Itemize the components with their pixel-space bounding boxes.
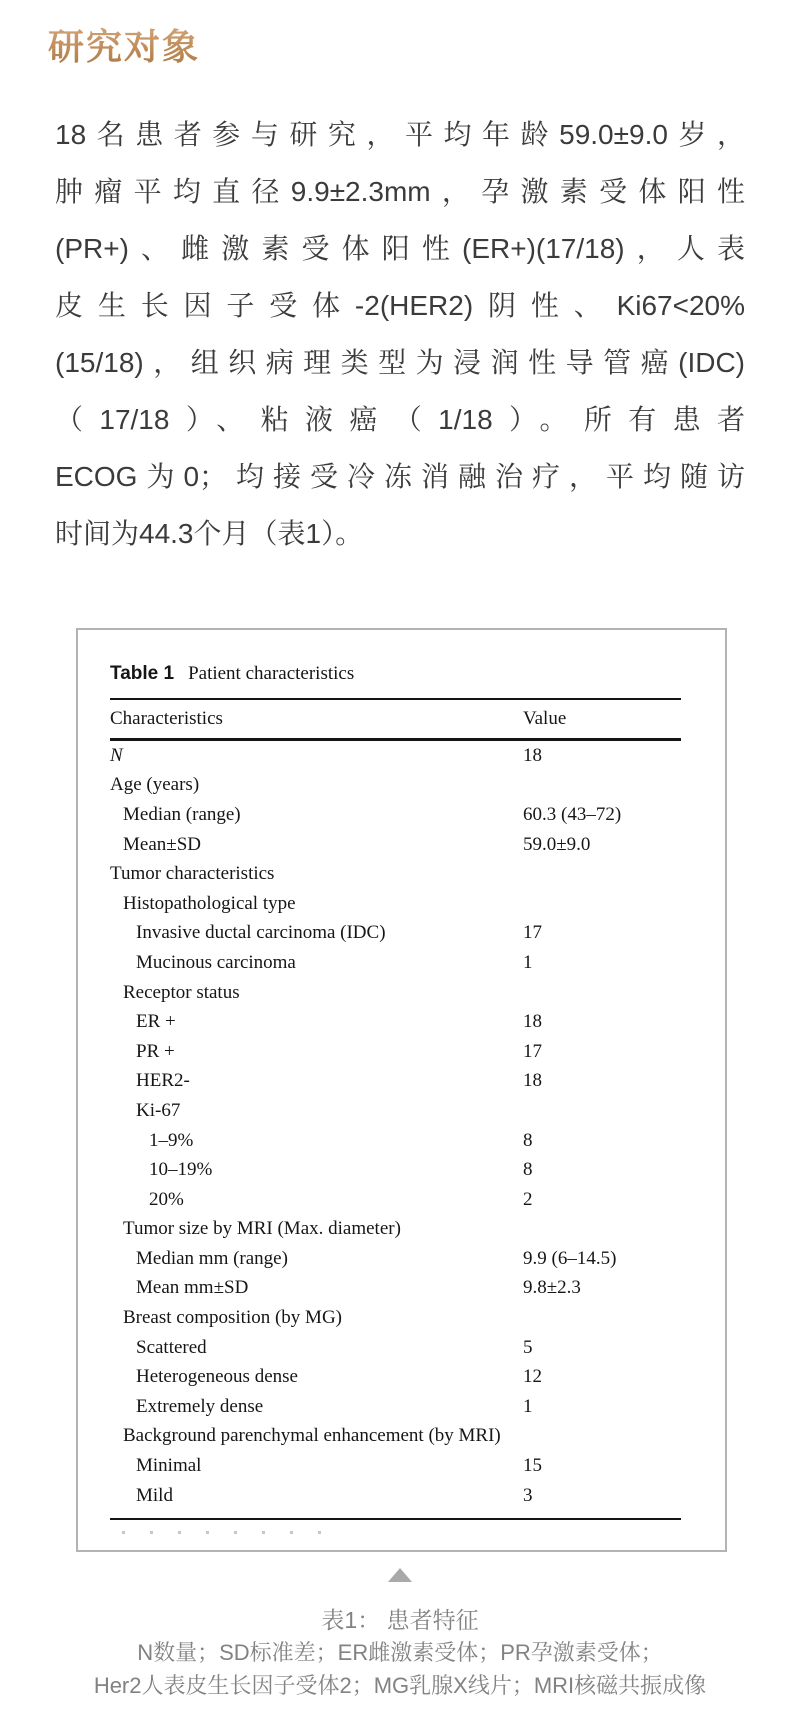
table-row bbox=[110, 1126, 681, 1156]
table-row bbox=[110, 1007, 681, 1037]
row-label: Mucinous carcinoma bbox=[136, 951, 296, 973]
row-value: 1 bbox=[523, 951, 533, 973]
row-value: 12 bbox=[523, 1366, 542, 1388]
paragraph-line: ECOG为0；均接受冷冻消融治疗，平均随访 bbox=[55, 461, 745, 492]
caption-title: 表1： 患者特征 bbox=[321, 1607, 479, 1634]
table-row bbox=[110, 1481, 681, 1511]
table-row bbox=[110, 919, 681, 949]
table-row bbox=[110, 1392, 681, 1422]
table-title-label: Table 1 bbox=[110, 663, 175, 684]
row-label: Minimal bbox=[136, 1455, 202, 1477]
row-value: 1 bbox=[523, 1395, 533, 1417]
row-label: Ki-67 bbox=[136, 1099, 181, 1121]
row-label: Age (years) bbox=[110, 774, 200, 796]
table-header-row bbox=[110, 700, 681, 738]
table-row bbox=[110, 948, 681, 978]
paragraph-line: 皮生长因子受体-2(HER2)阴性、Ki67<20% bbox=[55, 290, 745, 321]
table-row bbox=[110, 1303, 681, 1333]
table-row bbox=[110, 741, 681, 771]
paragraph-line: （17/18）、粘液癌（1/18）。所有患者 bbox=[55, 404, 745, 435]
row-label: 1–9% bbox=[149, 1129, 194, 1151]
row-value: 8 bbox=[523, 1129, 533, 1151]
row-value: 18 bbox=[523, 1011, 542, 1033]
row-label: Tumor characteristics bbox=[110, 863, 275, 885]
table-row bbox=[110, 1096, 681, 1126]
row-value: 60.3 (43–72) bbox=[523, 803, 622, 825]
row-value: 17 bbox=[523, 922, 542, 944]
table-row bbox=[110, 771, 681, 801]
table-row bbox=[110, 978, 681, 1008]
row-label: ER + bbox=[136, 1011, 176, 1033]
row-value: 9.8±2.3 bbox=[523, 1277, 581, 1299]
row-label: Heterogeneous dense bbox=[136, 1366, 298, 1388]
table-row bbox=[110, 1215, 681, 1245]
clipped-footnote-fragment bbox=[110, 1520, 681, 1550]
table-row bbox=[110, 800, 681, 830]
table-title-text: Patient characteristics bbox=[188, 663, 355, 684]
row-value: 3 bbox=[523, 1484, 533, 1506]
row-label: Tumor size by MRI (Max. diameter) bbox=[123, 1218, 401, 1240]
row-value: 15 bbox=[523, 1455, 542, 1477]
column-header-value: Value bbox=[523, 708, 567, 729]
table-row bbox=[110, 1274, 681, 1304]
row-value: 9.9 (6–14.5) bbox=[523, 1247, 617, 1269]
paragraph-line: 18名患者参与研究，平均年龄59.0±9.0岁， bbox=[55, 119, 745, 150]
table-row bbox=[110, 1067, 681, 1097]
row-value: 8 bbox=[523, 1159, 533, 1181]
table-row bbox=[110, 1155, 681, 1185]
row-label: Breast composition (by MG) bbox=[123, 1307, 343, 1329]
table-row bbox=[110, 1451, 681, 1481]
caption-abbreviations-line1: N数量；SD标准差；ER雌激素受体；PR孕激素受体； bbox=[137, 1640, 663, 1666]
section-title: 研究对象 bbox=[48, 24, 200, 70]
up-triangle-icon bbox=[388, 1568, 412, 1582]
row-value: 2 bbox=[523, 1188, 533, 1210]
row-label: N bbox=[110, 744, 123, 766]
table-row bbox=[110, 889, 681, 919]
table-row bbox=[110, 1422, 681, 1452]
row-value: 18 bbox=[523, 1070, 542, 1092]
row-label: Extremely dense bbox=[136, 1395, 264, 1417]
row-label: 10–19% bbox=[149, 1159, 213, 1181]
row-label: Receptor status bbox=[123, 981, 240, 1003]
table-row bbox=[110, 1037, 681, 1067]
table-title bbox=[110, 660, 681, 688]
paragraph-line: 时间为44.3个月（表1）。 bbox=[55, 518, 364, 549]
row-value: 18 bbox=[523, 744, 542, 766]
row-label: Scattered bbox=[136, 1336, 207, 1358]
row-label: Median mm (range) bbox=[136, 1247, 288, 1269]
table1-card bbox=[76, 628, 727, 1552]
column-header-characteristics: Characteristics bbox=[110, 708, 223, 729]
row-label: Mean±SD bbox=[123, 833, 201, 855]
row-label: Mean mm±SD bbox=[136, 1277, 249, 1299]
table-row bbox=[110, 1244, 681, 1274]
row-label: PR + bbox=[136, 1040, 175, 1062]
row-label: Mild bbox=[136, 1484, 173, 1506]
row-label: 20% bbox=[149, 1188, 184, 1210]
row-label: Median (range) bbox=[123, 803, 241, 825]
row-label: Invasive ductal carcinoma (IDC) bbox=[136, 922, 386, 944]
row-value: 59.0±9.0 bbox=[523, 833, 591, 855]
table-row bbox=[110, 1362, 681, 1392]
table-caption bbox=[0, 1568, 800, 1702]
table-row bbox=[110, 1185, 681, 1215]
table-row bbox=[110, 1333, 681, 1363]
caption-abbreviations-line2: Her2人表皮生长因子受体2；MG乳腺X线片；MRI核磁共振成像 bbox=[93, 1673, 707, 1699]
row-value: 17 bbox=[523, 1040, 542, 1062]
paragraph-line: 肿瘤平均直径9.9±2.3mm，孕激素受体阳性 bbox=[55, 176, 745, 207]
table-row bbox=[110, 859, 681, 889]
study-paragraph bbox=[55, 106, 745, 562]
paragraph-line: (15/18)，组织病理类型为浸润性导管癌(IDC) bbox=[55, 347, 745, 378]
row-value: 5 bbox=[523, 1336, 533, 1358]
table-row bbox=[110, 830, 681, 860]
table-body bbox=[110, 741, 681, 1510]
row-label: Histopathological type bbox=[123, 892, 296, 914]
row-label: HER2- bbox=[136, 1070, 190, 1092]
row-label: Background parenchymal enhancement (by MRI) bbox=[123, 1425, 501, 1447]
paragraph-line: (PR+)、雌激素受体阳性(ER+)(17/18)，人表 bbox=[55, 233, 745, 264]
